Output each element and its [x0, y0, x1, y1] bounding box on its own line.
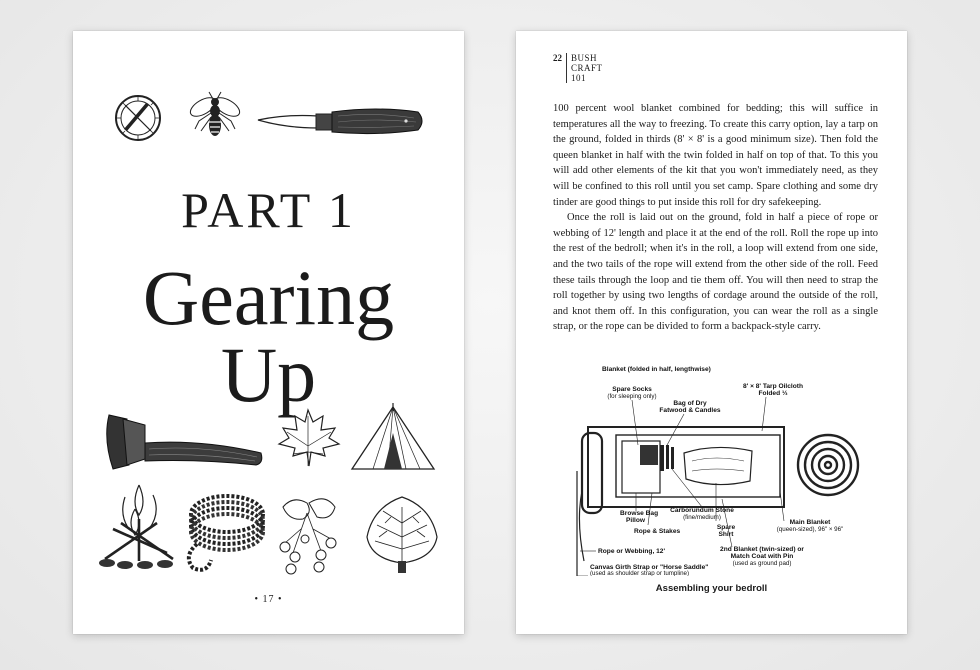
- paragraph-1: 100 percent wool blanket combined for bedding; this will suffice in temperatures all the way to freezing. To create this carry option, lay a tarp on the ground, folded in thirds (8' × 8' is a good minimum size). Then fold the queen blanket in half with the twin folded in half on top of that. To this you will add other elements of the kit that you won't immediately need, as they will be confined to this roll until you set camp. Spare clothing and some dry tinder are good things to put inside this roll for dry safekeeping.: [553, 103, 878, 208]
- page-number-left: • 17 •: [254, 594, 283, 605]
- label-shirt: Shirt: [718, 531, 734, 538]
- right-page: [516, 31, 907, 634]
- page-number-right: 22: [553, 53, 562, 63]
- compass-illustration: [113, 93, 163, 143]
- label-main-blanket-size: (queen-sized), 96" × 96": [776, 526, 844, 533]
- rolled-bedroll: [798, 435, 858, 495]
- label-spare-socks-note: (for sleeping only): [607, 393, 657, 400]
- label-tarp: 8' × 8' Tarp Oilcloth: [743, 383, 803, 390]
- campfire-illustration: [95, 479, 183, 569]
- bee-illustration: [185, 89, 245, 144]
- book-title: [566, 53, 603, 83]
- label-browse-bag: Browse Bag: [620, 510, 659, 517]
- spare-shirt: [684, 447, 752, 484]
- running-head: [553, 53, 603, 83]
- figure-heading: Blanket (folded in half, lengthwise): [602, 366, 711, 373]
- chapter-title-line-1: Gearing: [142, 254, 395, 341]
- book-title-line-2: CRAFT: [571, 63, 603, 73]
- label-second-blanket: 2nd Blanket (twin-sized) or: [720, 546, 804, 553]
- label-carborundum-note: (fine/medium): [683, 514, 721, 521]
- knife-illustration: [256, 106, 426, 136]
- part-label: PART 1: [181, 182, 356, 238]
- label-match-coat: Match Coat with Pin: [730, 553, 794, 560]
- label-girth-strap-note: (used as shoulder strap or tumpline): [590, 570, 690, 576]
- label-tarp-fold: Folded ⅓: [758, 390, 788, 397]
- label-carborundum: Carborundum Stone: [670, 507, 734, 514]
- label-girth-strap: Canvas Girth Strap or "Horse Saddle": [590, 564, 709, 571]
- label-rope-stakes: Rope & Stakes: [634, 528, 681, 535]
- label-ground-pad: (used as ground pad): [732, 560, 792, 567]
- label-pillow: Pillow: [626, 517, 646, 524]
- rope-coil-illustration: [183, 486, 273, 578]
- maple-leaf-illustration: [273, 406, 343, 472]
- rope-loop: [582, 433, 602, 513]
- label-rope-webbing: Rope or Webbing, 12': [598, 548, 666, 555]
- bedroll-diagram: [576, 361, 866, 576]
- label-fatwood: Fatwood & Candles: [659, 407, 721, 414]
- label-main-blanket: Main Blanket: [789, 519, 831, 526]
- book-title-line-1: BUSH: [571, 53, 598, 63]
- tent-illustration: [348, 403, 438, 475]
- paragraph-2: Once the roll is laid out on the ground, fold in half a piece of rope or webbing of 12' length and place it at the end of the roll. Roll the rope up into the rest of the bedroll; when it's in the roll, a loop will extend from one side, and the two tails of the rope will extend from the other side of the roll. Feed these tails through the loop and tie them off. You will then need to strap the roll together by using two lengths of cordage around the outside of the roll, and knot them off. In this configuration, you can wear the roll as a single strap, or the rope can be divided to form a backpack-style carry.: [553, 212, 878, 333]
- bag-of-dry-fatwood: [640, 445, 658, 465]
- label-spare-socks: Spare Socks: [612, 386, 652, 393]
- label-spare: Spare: [716, 524, 736, 531]
- book-title-line-3: 101: [571, 73, 586, 83]
- label-bag-dry: Bag of Dry: [673, 400, 707, 407]
- tree-illustration: [361, 493, 443, 577]
- figure-caption: Assembling your bedroll: [655, 583, 768, 594]
- chapter-title-line-2: Up: [220, 331, 317, 418]
- axe-illustration: [101, 409, 266, 481]
- body-text: [553, 101, 878, 335]
- berries-illustration: [273, 493, 343, 577]
- left-page: [73, 31, 464, 634]
